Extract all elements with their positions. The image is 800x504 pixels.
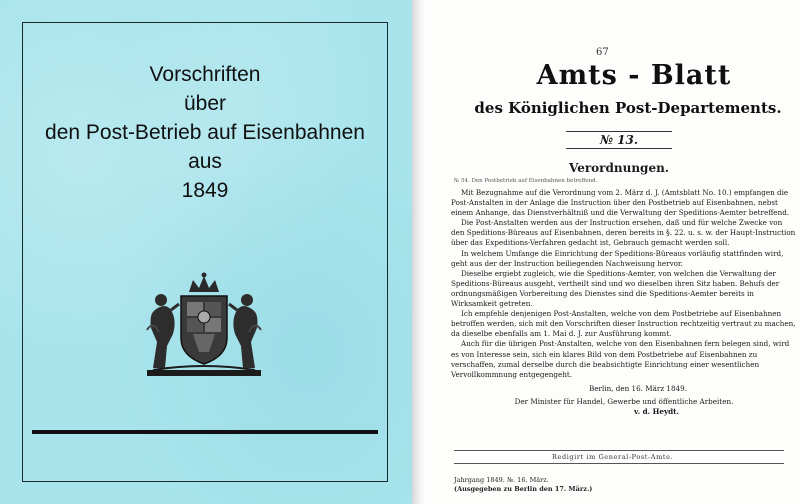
minister-line: Der Minister für Handel, Gewerbe und öffentliche Arbeiten. bbox=[514, 396, 734, 406]
document-page bbox=[426, 0, 800, 504]
paragraph: Dieselbe ergiebt zugleich, wie die Speditions-Aemter, von welchen die Verwaltung der Speditions-Büreaus ausgeht, vertheilt sind und wo dieselben ihren Sitz haben. Behufs der ordnungsmäßigen Vorbereitung des Dienstes sind die Speditions-Aemter bereits in Wirksamkeit getreten. bbox=[451, 268, 780, 309]
cover-title-line: Vorschriften bbox=[149, 63, 261, 86]
signoff bbox=[451, 384, 797, 418]
masthead-title: Amts - Blatt bbox=[536, 60, 732, 91]
paragraph: Mit Bezugnahme auf die Verordnung vom 2. März d. J. (Amtsblatt No. 10.) empfangen die Post-Anstalten in der Anlage die Instruction über den Postbetrieb auf Eisenbahnen, nebst einem Anhange, das Dienstverhältniß und die Verwaltung der Speditions-Aemter betreffend. bbox=[451, 188, 790, 218]
issue-number: № 13. bbox=[566, 131, 672, 149]
paragraph: In welchem Umfange die Einrichtung der Speditions-Büreaus vorläufig stattfinden wird, geht aus der der Instruction beiliegenden Nachweisung hervor. bbox=[451, 248, 784, 268]
cover-title-line: den Post-Betrieb auf Eisenbahnen bbox=[45, 121, 365, 144]
cover-title-line: 1849 bbox=[181, 179, 229, 202]
paragraph: Auch für die übrigen Post-Anstalten, welche von den Eisenbahnen fern belegen sind, wird es von Interesse sein, sich ein klares Bild von dem Postbetriebe auf Eisenbahnen zu verschaffen, zumal derselbe durch die beabsichtigte Einrichtung einer wesentlichen Vervollkommnung entgegengeht. bbox=[451, 339, 790, 379]
prussian-coat-of-arms-icon bbox=[143, 270, 265, 388]
jahrgang-line: Jahrgang 1849. №. 16. März. bbox=[454, 476, 549, 484]
reference-line: № 54. Den Postbetrieb auf Eisenbahnen betreffend. bbox=[454, 178, 598, 184]
ausgegeben-line: (Ausgegeben zu Berlin den 17. März.) bbox=[454, 485, 593, 493]
editorial-line: Redigirt im General-Post-Amte. bbox=[552, 453, 674, 461]
paragraph: Ich empfehle denjenigen Post-Anstalten, welche von dem Postbetriebe auf Eisenbahnen betroffen werden, sich mit den Vorschriften dieser Instruction rechtzeitig vertraut zu machen, da dieselbe ebenfalls am 1. Mai d. J. zur Ausführung kommt. bbox=[451, 309, 796, 339]
cover-rule bbox=[32, 430, 378, 434]
paragraph: Die Post-Anstalten werden aus der Instruction ersehen, daß und für welche Zwecke von den Speditions-Büreaus auf Eisenbahnen, deren bereits in §. 22. u. s. w. der Haupt-Instruction über das Expeditions-Verfahren gedacht ist, Gebrauch gemacht werden soll. bbox=[451, 218, 796, 248]
cover-title-line: über bbox=[183, 92, 227, 115]
footer-rule bbox=[454, 450, 784, 451]
masthead-subtitle: des Königlichen Post-Departements. bbox=[474, 99, 782, 117]
cover-title-line: aus bbox=[188, 150, 222, 173]
body-text bbox=[451, 188, 797, 380]
cover-title bbox=[22, 60, 388, 205]
book-gutter bbox=[412, 0, 426, 504]
section-heading: Verordnungen. bbox=[569, 161, 669, 175]
page-number: 67 bbox=[596, 47, 609, 58]
minister-name: v. d. Heydt. bbox=[634, 407, 679, 416]
issue-info bbox=[454, 476, 592, 494]
faint-stamp bbox=[488, 418, 608, 440]
footer-rule bbox=[454, 463, 784, 464]
date-line: Berlin, den 16. März 1849. bbox=[589, 384, 687, 393]
